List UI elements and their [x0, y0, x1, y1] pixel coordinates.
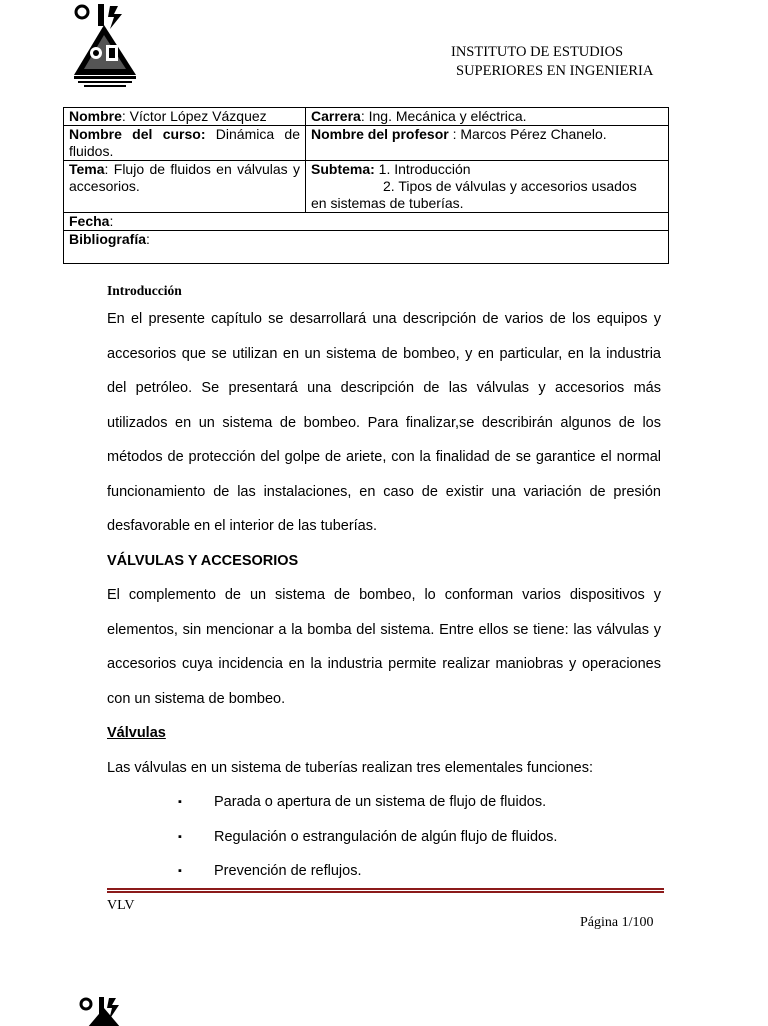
document-body	[107, 278, 661, 889]
tema-value: : Flujo de fluidos en válvulas y accesorios.	[69, 161, 300, 194]
carrera-cell	[306, 108, 669, 126]
info-table	[63, 107, 669, 264]
list-item-text: Regulación o estrangulación de algún flujo de fluidos.	[214, 828, 558, 845]
page-number: Página 1/100	[580, 915, 654, 930]
intro-paragraph: En el presente capítulo se desarrollará una descripción de varios de los equipos y accesorios que se utilizan en un sistema de bombeo, y en particular, en la industria del petróleo. Se presentará una descripción de las válvulas y accesorios más utilizados en un sistema de bombeo. Para finalizar,se describirán algunos de los métodos de protección del golpe de ariete, con la finalidad de se garantice el normal funcionamiento de las instalaciones, en caso de existir una variación de presión desfavorable en el interior de las tuberías.	[107, 311, 661, 534]
section-paragraph: El complemento de un sistema de bombeo, lo conforman varios dispositivos y elementos, sin mencionar a la bomba del sistema. Entre ellos se tiene: las válvulas y accesorios cuya incidencia en la industria permite realizar maniobras y operaciones con un sistema de bombeo.	[107, 587, 661, 707]
list-item	[107, 785, 661, 820]
carrera-label: Carrera	[311, 108, 361, 124]
fecha-value: :	[109, 213, 114, 229]
profesor-label: Nombre del profesor	[311, 126, 449, 142]
profesor-cell	[306, 126, 669, 161]
fecha-label: Fecha	[69, 213, 110, 229]
valvulas-heading: Válvulas	[107, 725, 166, 741]
nombre-cell	[64, 108, 306, 126]
bullet-icon: ▪	[178, 796, 182, 808]
subtema-value-1: 1. Introducción	[374, 161, 471, 177]
tema-label: Tema	[69, 161, 105, 177]
bibliografia-value: :	[146, 231, 150, 247]
curso-label: Nombre del curso:	[69, 126, 206, 142]
subtema-value-3: en sistemas de tuberías.	[311, 195, 464, 211]
bibliografia-label: Bibliografía	[69, 231, 147, 247]
bibliografia-cell	[64, 231, 669, 264]
carrera-value: : Ing. Mecánica y eléctrica.	[360, 108, 527, 124]
table-row	[64, 108, 669, 126]
intro-heading: Introducción	[107, 283, 182, 298]
list-item-text: Parada o apertura de un sistema de flujo de fluidos.	[214, 794, 547, 810]
subtema-label: Subtema:	[311, 161, 375, 177]
footer-initials: VLV	[107, 898, 135, 913]
table-row	[64, 213, 669, 231]
functions-list	[107, 785, 661, 889]
institute-header	[451, 43, 681, 81]
footer-divider	[107, 888, 664, 893]
section-heading: VÁLVULAS Y ACCESORIOS	[107, 552, 299, 569]
list-item	[107, 820, 661, 855]
subtema-value-2: 2. Tipos de válvulas y accesorios usados	[383, 178, 637, 194]
table-row	[64, 161, 669, 213]
bullet-icon: ▪	[178, 865, 182, 877]
institute-line-1: INSTITUTO DE ESTUDIOS	[451, 44, 624, 60]
profesor-value: : Marcos Pérez Chanelo.	[448, 126, 607, 142]
list-item	[107, 854, 661, 889]
nombre-value: : Víctor López Vázquez	[121, 108, 267, 124]
valvulas-paragraph: Las válvulas en un sistema de tuberías realizan tres elementales funciones:	[107, 759, 594, 776]
list-item-text: Prevención de reflujos.	[214, 863, 362, 879]
institute-line-2: SUPERIORES EN INGENIERIA	[456, 63, 654, 79]
fecha-cell	[64, 213, 669, 231]
bullet-icon: ▪	[178, 830, 182, 843]
nombre-label: Nombre	[69, 108, 122, 124]
institute-logo	[76, 994, 132, 1026]
tema-cell	[64, 161, 306, 213]
institute-logo	[70, 3, 140, 89]
table-row	[64, 126, 669, 161]
table-row	[64, 231, 669, 264]
curso-cell	[64, 126, 306, 161]
subtema-cell	[306, 161, 669, 213]
curso-value: Dinámica de fluidos.	[69, 126, 300, 159]
